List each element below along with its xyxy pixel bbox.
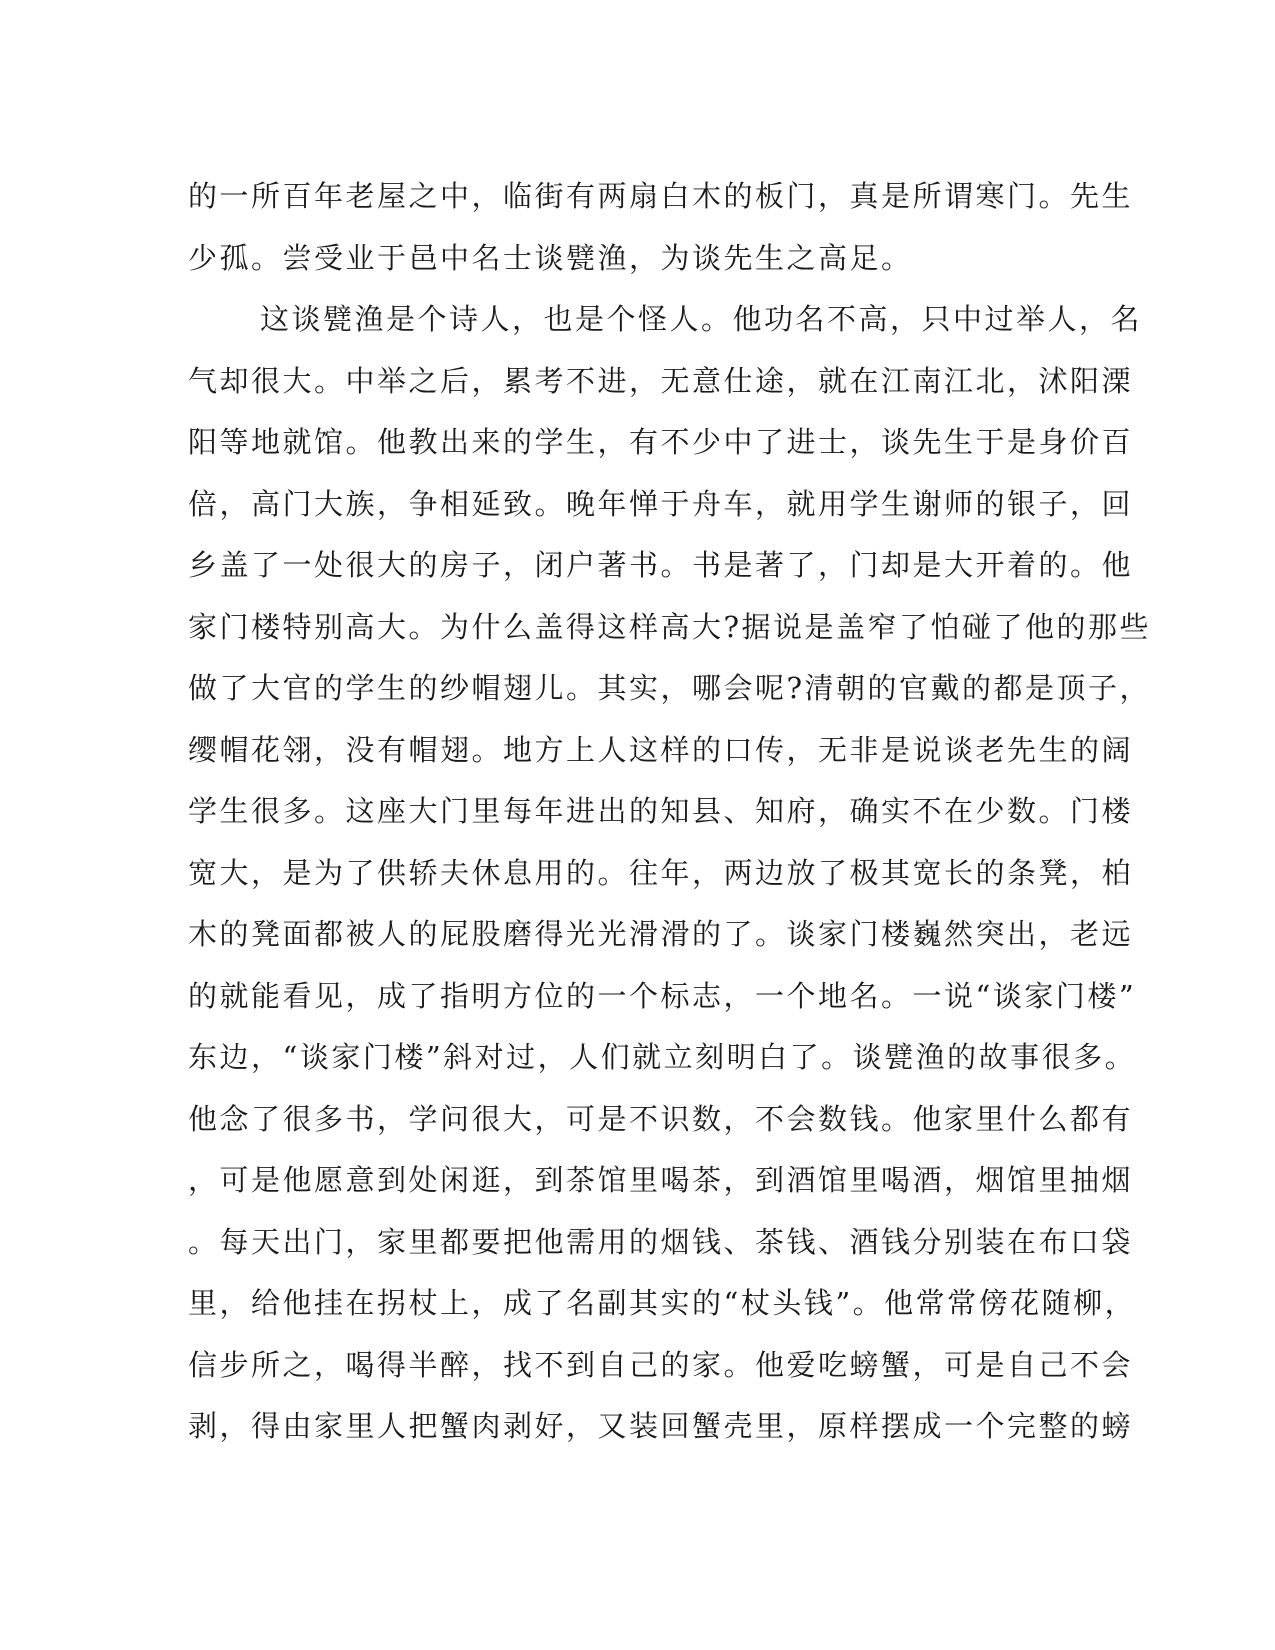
text-line: 气却很大。中举之后，累考不进，无意仕途，就在江南江北，沭阳溧	[188, 363, 1134, 398]
text-line: 少孤。尝受业于邑中名士谈甓渔，为谈先生之高足。	[188, 240, 913, 275]
text-line: 的就能看见，成了指明方位的一个标志，一个地名。一说“谈家门楼”	[188, 978, 1137, 1013]
text-line: 家门楼特别高大。为什么盖得这样高大?据说是盖窄了怕碰了他的那些	[188, 609, 1152, 644]
text-line: 乡盖了一处很大的房子，闭户著书。书是著了，门却是大开着的。他	[188, 548, 1134, 582]
text-line: 东边，“谈家门楼”斜对过，人们就立刻明白了。谈甓渔的故事很多。	[188, 1040, 1137, 1074]
text-line: 。每天出门，家里都要把他需用的烟钱、茶钱、酒钱分别装在布口袋	[188, 1224, 1134, 1259]
text-line: 倍，高门大族，争相延致。晚年惮于舟车，就用学生谢师的银子，回	[188, 486, 1134, 521]
text-line: 学生很多。这座大门里每年进出的知县、知府，确实不在少数。门楼	[188, 794, 1134, 828]
text-line: 剥，得由家里人把蟹肉剥好，又装回蟹壳里，原样摆成一个完整的螃	[188, 1409, 1134, 1443]
text-line: 阳等地就馆。他教出来的学生，有不少中了进士，谈先生于是身价百	[188, 425, 1134, 459]
text-line: 木的凳面都被人的屁股磨得光光滑滑的了。谈家门楼巍然突出，老远	[188, 917, 1134, 951]
text-line: 宽大，是为了供轿夫休息用的。往年，两边放了极其宽长的条凳，柏	[188, 855, 1134, 890]
text-line: 他念了很多书，学问很大，可是不识数，不会数钱。他家里什么都有	[188, 1101, 1134, 1136]
text-line: 缨帽花翎，没有帽翅。地方上人这样的口传，无非是说谈老先生的阔	[188, 732, 1134, 767]
paragraph-start-line: 这谈甓渔是个诗人，也是个怪人。他功名不高，只中过举人，名	[260, 302, 1143, 336]
text-line: ，可是他愿意到处闲逛，到茶馆里喝茶，到酒馆里喝酒，烟馆里抽烟	[188, 1163, 1134, 1197]
text-line: 信步所之，喝得半醉，找不到自己的家。他爱吃螃蟹，可是自己不会	[188, 1347, 1134, 1382]
body-text	[188, 166, 1152, 1458]
text-line: 里，给他挂在拐杖上，成了名副其实的“杖头钱”。他常常傍花随柳，	[188, 1286, 1137, 1320]
text-line: 做了大官的学生的纱帽翅儿。其实，哪会呢?清朝的官戴的都是顶子，	[188, 671, 1152, 705]
text-line: 的一所百年老屋之中，临街有两扇白木的板门，真是所谓寒门。先生	[188, 179, 1134, 213]
